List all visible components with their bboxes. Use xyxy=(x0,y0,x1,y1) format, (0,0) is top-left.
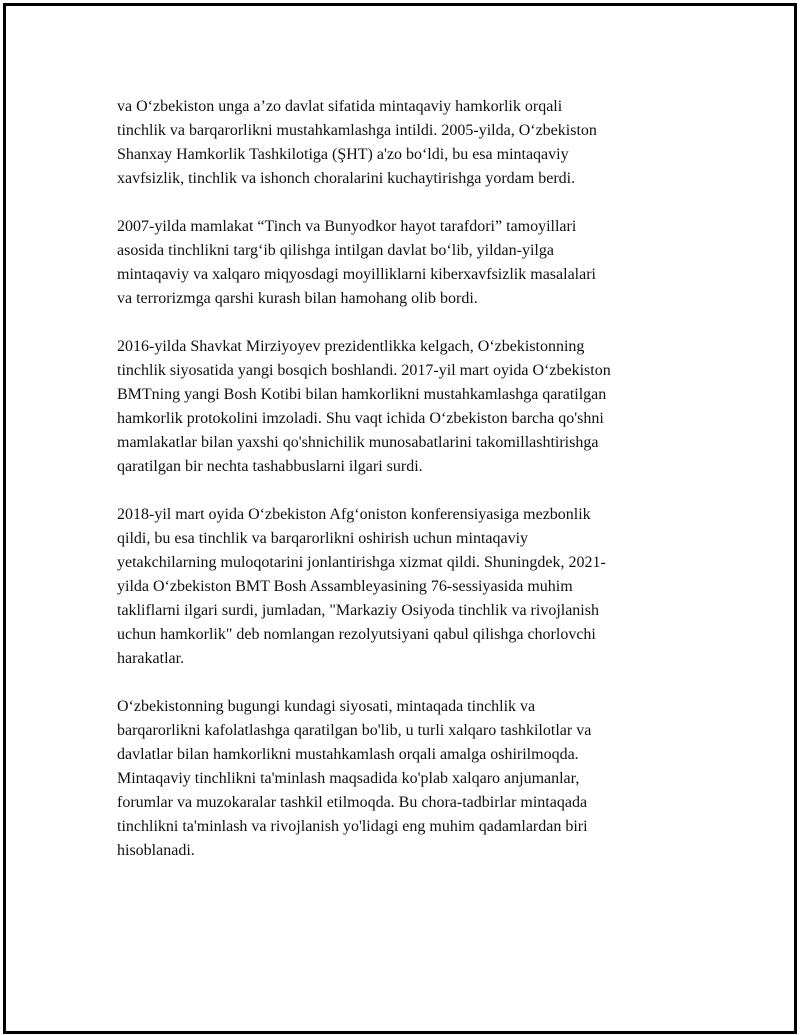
text-line: 2007-yilda mamlakat “Tinch va Bunyodkor hayot tarafdori” tamoyillari xyxy=(117,218,577,235)
text-line: va O‘zbekiston unga a’zo davlat sifatida mintaqaviy hamkorlik orqali xyxy=(117,98,563,115)
text-line: hamkorlik protokolini imzoladi. Shu vaqt ichida O‘zbekiston barcha qo'shni xyxy=(117,410,604,427)
text-line: va terrorizmga qarshi kurash bilan hamohang olib bordi. xyxy=(117,290,478,307)
text-line: BMTning yangi Bosh Kotibi bilan hamkorlikni mustahkamlashga qaratilgan xyxy=(117,386,607,403)
paragraph-4 xyxy=(117,503,677,671)
text-line: forumlar va muzokaralar tashkil etilmoqda. Bu chora-tadbirlar mintaqada xyxy=(117,794,588,811)
text-line: mamlakatlar bilan yaxshi qo'shnichilik munosabatlarini takomillashtirishga xyxy=(117,434,599,451)
text-line: tinchlikni ta'minlash va rivojlanish yo'lidagi eng muhim qadamlardan biri xyxy=(117,818,588,835)
text-line: uchun hamkorlik" deb nomlangan rezolyutsiyani qabul qilishga chorlovchi xyxy=(117,626,596,643)
text-line: barqarorlikni kafolatlashga qaratilgan bo'lib, u turli xalqaro tashkilotlar va xyxy=(117,722,592,739)
text-line: hisoblanadi. xyxy=(117,842,195,859)
text-line: yilda O‘zbekiston BMT Bosh Assambleyasining 76-sessiyasida muhim xyxy=(117,578,573,595)
text-line: 2016-yilda Shavkat Mirziyoyev prezidentlikka kelgach, O‘zbekistonning xyxy=(117,338,585,355)
text-line: yetakchilarning muloqotarini jonlantirishga xizmat qildi. Shuningdek, 2021- xyxy=(117,554,606,571)
paragraph-2 xyxy=(117,215,677,311)
text-line: harakatlar. xyxy=(117,650,185,667)
text-line: xavfsizlik, tinchlik va ishonch choralarini kuchaytirishga yordam berdi. xyxy=(117,170,576,187)
text-line: Shanxay Hamkorlik Tashkilotiga (ŞHT) a'zo bo‘ldi, bu esa mintaqaviy xyxy=(117,146,569,163)
text-line: takliflarni ilgari surdi, jumladan, "Markaziy Osiyoda tinchlik va rivojlanish xyxy=(117,602,599,619)
text-line: tinchlik va barqarorlikni mustahkamlashga intildi. 2005-yilda, O‘zbekiston xyxy=(117,122,597,139)
text-line: qildi, bu esa tinchlik va barqarorlikni oshirish uchun mintaqaviy xyxy=(117,530,529,547)
text-line: qaratilgan bir nechta tashabbuslarni ilgari surdi. xyxy=(117,458,423,475)
text-line: davlatlar bilan hamkorlikni mustahkamlash orqali amalga oshirilmoqda. xyxy=(117,746,579,763)
text-line: asosida tinchlikni targ‘ib qilishga intilgan davlat bo‘lib, yildan-yilga xyxy=(117,242,554,259)
text-line: 2018-yil mart oyida O‘zbekiston Afg‘oniston konferensiyasiga mezbonlik xyxy=(117,506,591,523)
paragraph-3 xyxy=(117,335,677,479)
text-line: O‘zbekistonning bugungi kundagi siyosati, mintaqada tinchlik va xyxy=(117,698,536,715)
text-line: Mintaqaviy tinchlikni ta'minlash maqsadida ko'plab xalqaro anjumanlar, xyxy=(117,770,580,787)
paragraph-5 xyxy=(117,695,677,863)
document-body xyxy=(117,95,677,887)
text-line: tinchlik siyosatida yangi bosqich boshlandi. 2017-yil mart oyida O‘zbekiston xyxy=(117,362,611,379)
paragraph-1 xyxy=(117,95,677,191)
text-line: mintaqaviy va xalqaro miqyosdagi moyilliklarni kiberxavfsizlik masalalari xyxy=(117,266,596,283)
